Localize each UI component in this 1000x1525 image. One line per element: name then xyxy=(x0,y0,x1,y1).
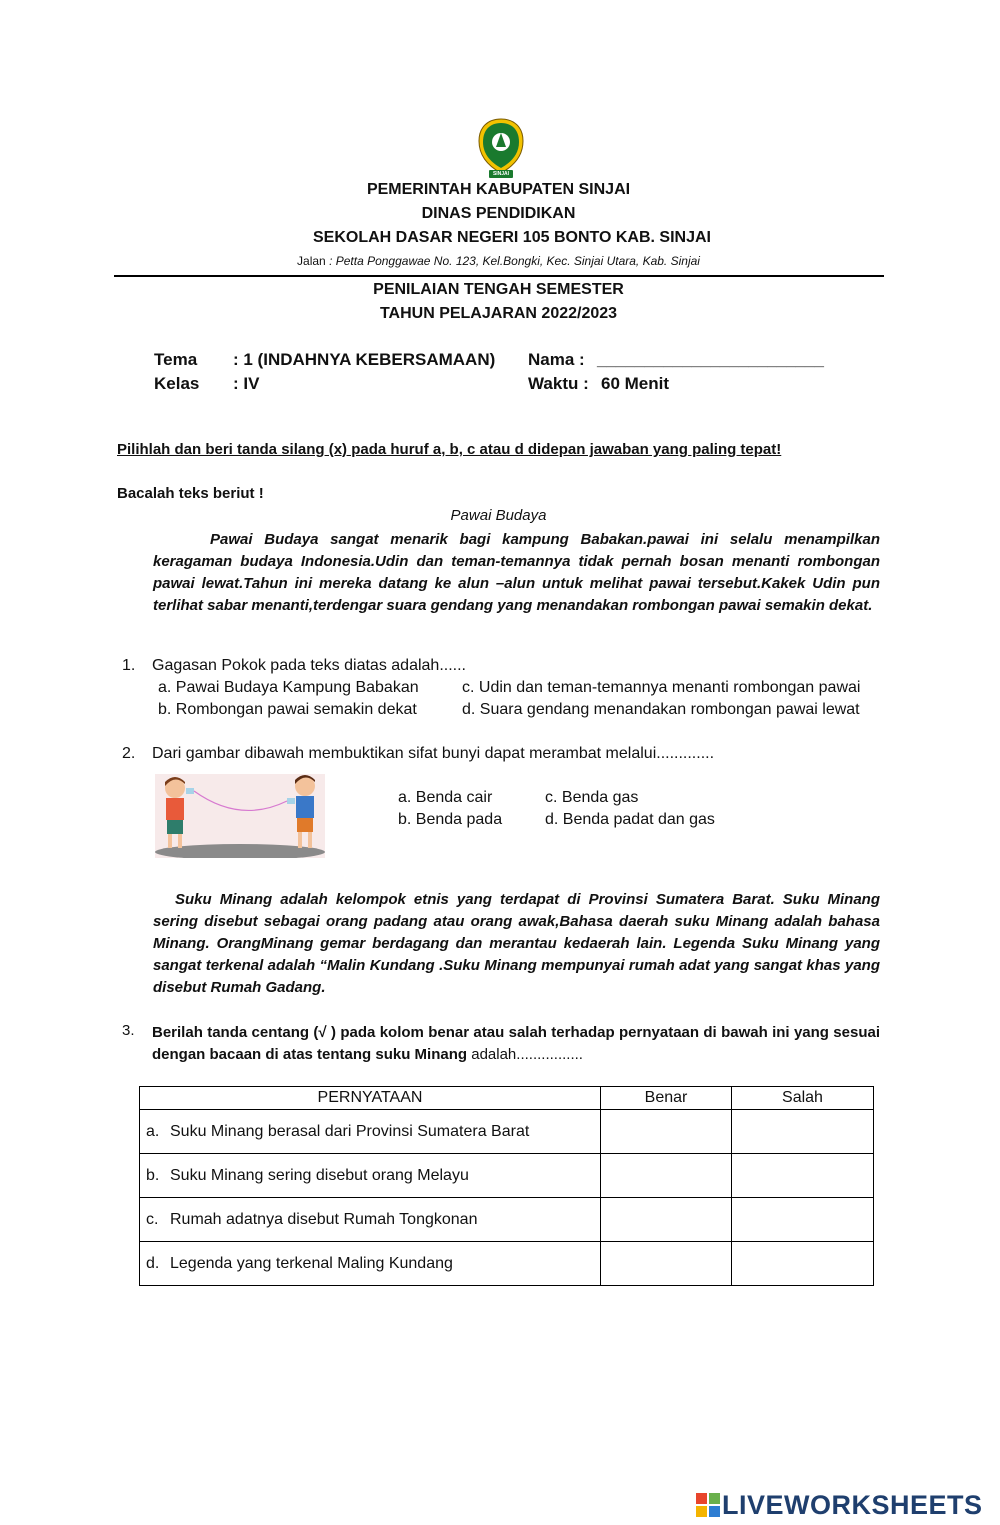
instruction: Pilihlah dan beri tanda silang (x) pada huruf a, b, c atau d didepan jawaban yang paling tepat! xyxy=(117,441,782,458)
q1-number: 1. xyxy=(122,657,136,674)
table-row xyxy=(140,1198,874,1242)
header-statement: PERNYATAAN xyxy=(140,1087,601,1110)
address-text: : Petta Ponggawae No. 123, Kel.Bongki, Kec. Sinjai Utara, Kab. Sinjai xyxy=(329,254,700,268)
true-checkbox-cell[interactable] xyxy=(601,1154,732,1198)
header-divider xyxy=(114,275,884,277)
logo-text: SINJAI xyxy=(492,171,510,177)
header-line-1: PEMERINTAH KABUPATEN SINJAI xyxy=(366,181,631,198)
q1-question: Gagasan Pokok pada teks diatas adalah...... xyxy=(152,657,466,674)
q2-option-d[interactable]: d. Benda padat dan gas xyxy=(545,811,715,828)
reading-prompt: Bacalah teks beriut ! xyxy=(117,485,264,502)
tema-label: Tema xyxy=(154,350,198,369)
false-checkbox-cell[interactable] xyxy=(732,1242,874,1286)
statement-cell xyxy=(140,1198,601,1242)
q1-option-c[interactable]: c. Udin dan teman-temannya menanti rombongan pawai xyxy=(462,679,861,696)
statement-letter: b. xyxy=(146,1166,160,1184)
header-false: Salah xyxy=(732,1087,874,1110)
liveworksheets-logo-icon xyxy=(696,1493,720,1517)
statement-table xyxy=(139,1086,874,1286)
statement-cell xyxy=(140,1154,601,1198)
statement-cell xyxy=(140,1110,601,1154)
reading-title: Pawai Budaya xyxy=(450,507,547,524)
q3-question xyxy=(152,1022,880,1066)
q1-option-d[interactable]: d. Suara gendang menandakan rombongan pawai lewat xyxy=(462,701,860,718)
q3-number: 3. xyxy=(122,1022,135,1039)
footer-brand[interactable]: LIVEWORKSHEETS xyxy=(722,1490,983,1520)
tin-can-phone-illustration xyxy=(155,774,325,858)
true-checkbox-cell[interactable] xyxy=(601,1198,732,1242)
q2-option-a[interactable]: a. Benda cair xyxy=(398,789,493,806)
q1-option-b[interactable]: b. Rombongan pawai semakin dekat xyxy=(158,701,417,718)
reading-passage-2: Suku Minang adalah kelompok etnis yang terdapat di Provinsi Sumatera Barat. Suku Minang sering disebut sebagai orang padang atau orang awak,Bahasa daerah suku Minang adalah bahasa Minang. OrangMinang gemar berdagang dan merantau kedaerah lain. Legenda Suku Minang yang sangat terkenal adalah “Malin Kundang .Suku Minang mempunyai rumah adat yang sangat khas yang disebut Rumah Gadang. xyxy=(153,891,880,996)
false-checkbox-cell[interactable] xyxy=(732,1110,874,1154)
q3-question-bold: Berilah tanda centang (√ ) pada kolom benar atau salah terhadap pernyataan di bawah ini yang sesuai dengan bacaan di atas tentang suku Minang xyxy=(152,1024,880,1063)
statement-letter: c. xyxy=(146,1210,159,1228)
false-checkbox-cell[interactable] xyxy=(732,1154,874,1198)
header-line-3: SEKOLAH DASAR NEGERI 105 BONTO KAB. SINJAI xyxy=(313,229,711,246)
q3-question-tail: adalah................ xyxy=(467,1046,583,1063)
q2-option-b[interactable]: b. Benda pada xyxy=(398,811,503,828)
statement-text: Rumah adatnya disebut Rumah Tongkonan xyxy=(170,1210,478,1228)
statement-letter: a. xyxy=(146,1122,160,1140)
waktu-label: Waktu : xyxy=(528,374,589,393)
statement-letter: d. xyxy=(146,1254,160,1272)
waktu-value: 60 Menit xyxy=(601,374,670,393)
statement-text: Suku Minang sering disebut orang Melayu xyxy=(170,1166,469,1184)
exam-year: TAHUN PELAJARAN 2022/2023 xyxy=(379,305,618,322)
exam-title: PENILAIAN TENGAH SEMESTER xyxy=(373,281,624,298)
kelas-value: : IV xyxy=(233,374,260,393)
q2-number: 2. xyxy=(122,745,136,762)
school-logo xyxy=(476,117,526,179)
table-row xyxy=(140,1154,874,1198)
statement-cell xyxy=(140,1242,601,1286)
table-row xyxy=(140,1242,874,1286)
header-line-2: DINAS PENDIDIKAN xyxy=(421,205,576,222)
q2-option-c[interactable]: c. Benda gas xyxy=(545,789,639,806)
nama-field[interactable]: ________________________ xyxy=(597,350,824,369)
q1-option-a[interactable]: a. Pawai Budaya Kampung Babakan xyxy=(158,679,419,696)
table-row xyxy=(140,1110,874,1154)
true-checkbox-cell[interactable] xyxy=(601,1110,732,1154)
tema-value: : 1 (INDAHNYA KEBERSAMAAN) xyxy=(233,350,496,369)
q2-question: Dari gambar dibawah membuktikan sifat bunyi dapat merambat melalui............. xyxy=(152,745,715,762)
statement-text: Suku Minang berasal dari Provinsi Sumatera Barat xyxy=(170,1122,530,1140)
school-address xyxy=(0,254,997,268)
false-checkbox-cell[interactable] xyxy=(732,1198,874,1242)
reading-passage: Pawai Budaya sangat menarik bagi kampung Babakan.pawai ini selalu menampilkan keragaman budaya Indonesia.Udin dan teman-temannya tidak pernah bosan menanti rombongan pawai lewat.Tahun ini mereka datang ke alun –alun untuk melihat pawai tersebut.Kakek Udin pun terlihat sabar menanti,terdengar suara gendang yang menandakan rombongan pawai semakin dekat. xyxy=(153,531,880,614)
true-checkbox-cell[interactable] xyxy=(601,1242,732,1286)
table-header-row xyxy=(140,1087,874,1110)
address-label: Jalan xyxy=(297,254,326,268)
header-true: Benar xyxy=(601,1087,732,1110)
kelas-label: Kelas xyxy=(154,374,200,393)
statement-text: Legenda yang terkenal Maling Kundang xyxy=(170,1254,453,1272)
nama-label: Nama : xyxy=(528,350,585,369)
